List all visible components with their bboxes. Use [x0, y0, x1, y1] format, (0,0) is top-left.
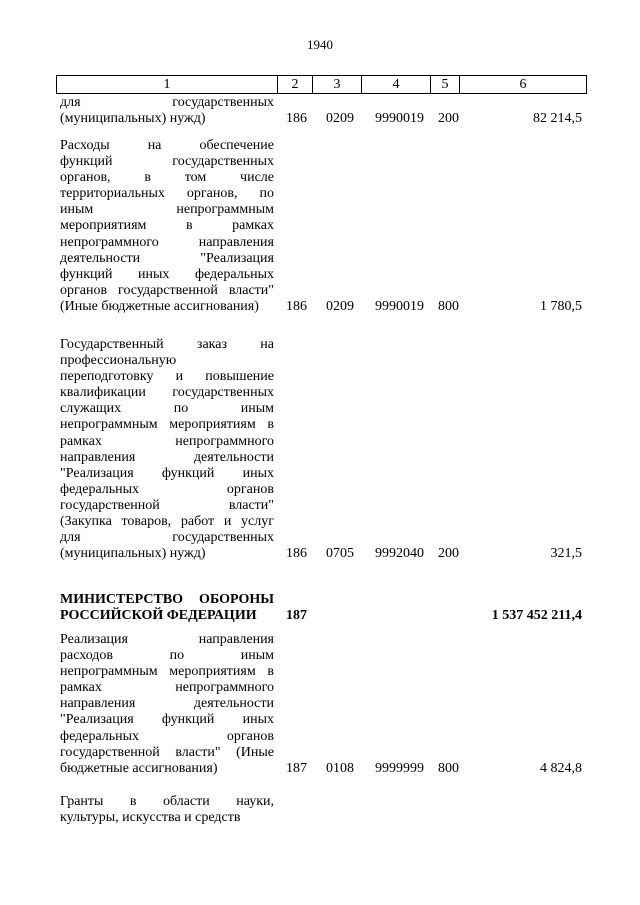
description-line: "Реализация функций иных — [60, 465, 274, 481]
header-col-5: 5 — [431, 76, 460, 94]
row-description — [60, 632, 274, 777]
page-number: 1940 — [307, 37, 333, 52]
cell-c4: 9999999 — [375, 760, 424, 776]
description-line: рамках непрограммного — [60, 680, 274, 696]
description-line: Государственный заказ на — [60, 337, 274, 352]
description-line: направления деятельности — [60, 696, 274, 712]
cell-c3: 0108 — [326, 760, 354, 776]
cell-c6: 4 824,8 — [540, 760, 582, 776]
description-line: Гранты в области науки, — [60, 794, 274, 809]
description-line: государственной власти" — [60, 497, 274, 513]
description-line: иным непрограммным — [60, 202, 274, 218]
cell-c2: 186 — [286, 546, 307, 562]
cell-c6: 82 214,5 — [533, 111, 582, 127]
header-col-4: 4 — [362, 76, 431, 94]
header-col-2: 2 — [278, 76, 313, 94]
description-line: территориальных органов, по — [60, 186, 274, 202]
cell-c2: 187 — [286, 608, 307, 624]
cell-c5: 800 — [438, 299, 459, 314]
description-line: квалификации государственных — [60, 385, 274, 401]
description-line: МИНИСТЕРСТВО ОБОРОНЫ — [60, 592, 274, 607]
description-line: для государственных — [60, 530, 274, 546]
row-description — [60, 794, 274, 826]
description-line: (Иные бюджетные ассигнования) — [60, 298, 259, 314]
row-description — [60, 95, 274, 127]
cell-c6: 1 780,5 — [540, 299, 582, 314]
description-line: непрограммным мероприятиям в — [60, 417, 274, 433]
cell-c6: 1 537 452 211,4 — [491, 608, 582, 624]
header-col-6: 6 — [460, 76, 587, 94]
description-line: государственной власти" (Иные — [60, 744, 274, 760]
description-line: органов, в том числе — [60, 170, 274, 186]
description-line: мероприятиям в рамках — [60, 218, 274, 234]
description-line: бюджетные ассигнования) — [60, 760, 218, 776]
row-description — [60, 592, 274, 624]
description-line: органов государственной власти" — [60, 282, 274, 298]
cell-c2: 186 — [286, 299, 307, 314]
cell-c5: 200 — [438, 111, 459, 127]
header-col-1: 1 — [57, 76, 278, 94]
cell-c2: 186 — [286, 111, 307, 127]
description-line: РОССИЙСКОЙ ФЕДЕРАЦИИ — [60, 608, 257, 624]
cell-c6: 321,5 — [550, 546, 582, 562]
description-line: расходов по иным — [60, 648, 274, 664]
description-line: Расходы на обеспечение — [60, 138, 274, 153]
description-line: для государственных — [60, 95, 274, 110]
cell-c3: 0705 — [326, 546, 354, 562]
description-line: непрограммного направления — [60, 234, 274, 250]
description-line: функций иных федеральных — [60, 266, 274, 282]
cell-c4: 9990019 — [375, 111, 424, 127]
description-line: направления деятельности — [60, 449, 274, 465]
description-line: непрограммным мероприятиям в — [60, 664, 274, 680]
description-line: Реализация направления — [60, 632, 274, 647]
cell-c3: 0209 — [326, 111, 354, 127]
description-line: (Закупка товаров, работ и услуг — [60, 514, 274, 530]
header-col-3: 3 — [313, 76, 362, 94]
row-description — [60, 337, 274, 562]
cell-c2: 187 — [286, 760, 307, 776]
cell-c5: 200 — [438, 546, 459, 562]
cell-c3: 0209 — [326, 299, 354, 314]
cell-c5: 800 — [438, 760, 459, 776]
description-line: "Реализация функций иных — [60, 712, 274, 728]
description-line: рамках непрограммного — [60, 433, 274, 449]
description-line: федеральных органов — [60, 481, 274, 497]
row-description — [60, 138, 274, 315]
cell-c4: 9990019 — [375, 299, 424, 314]
description-line: (муниципальных) нужд) — [60, 546, 206, 562]
cell-c4: 9992040 — [375, 546, 424, 562]
description-line: деятельности "Реализация — [60, 250, 274, 266]
description-line: служащих по иным — [60, 401, 274, 417]
description-line: (муниципальных) нужд) — [60, 111, 206, 127]
description-line: профессиональную — [60, 353, 177, 369]
description-line: культуры, искусства и средств — [60, 810, 241, 826]
description-line: функций государственных — [60, 154, 274, 170]
description-line: переподготовку и повышение — [60, 369, 274, 385]
description-line: федеральных органов — [60, 728, 274, 744]
